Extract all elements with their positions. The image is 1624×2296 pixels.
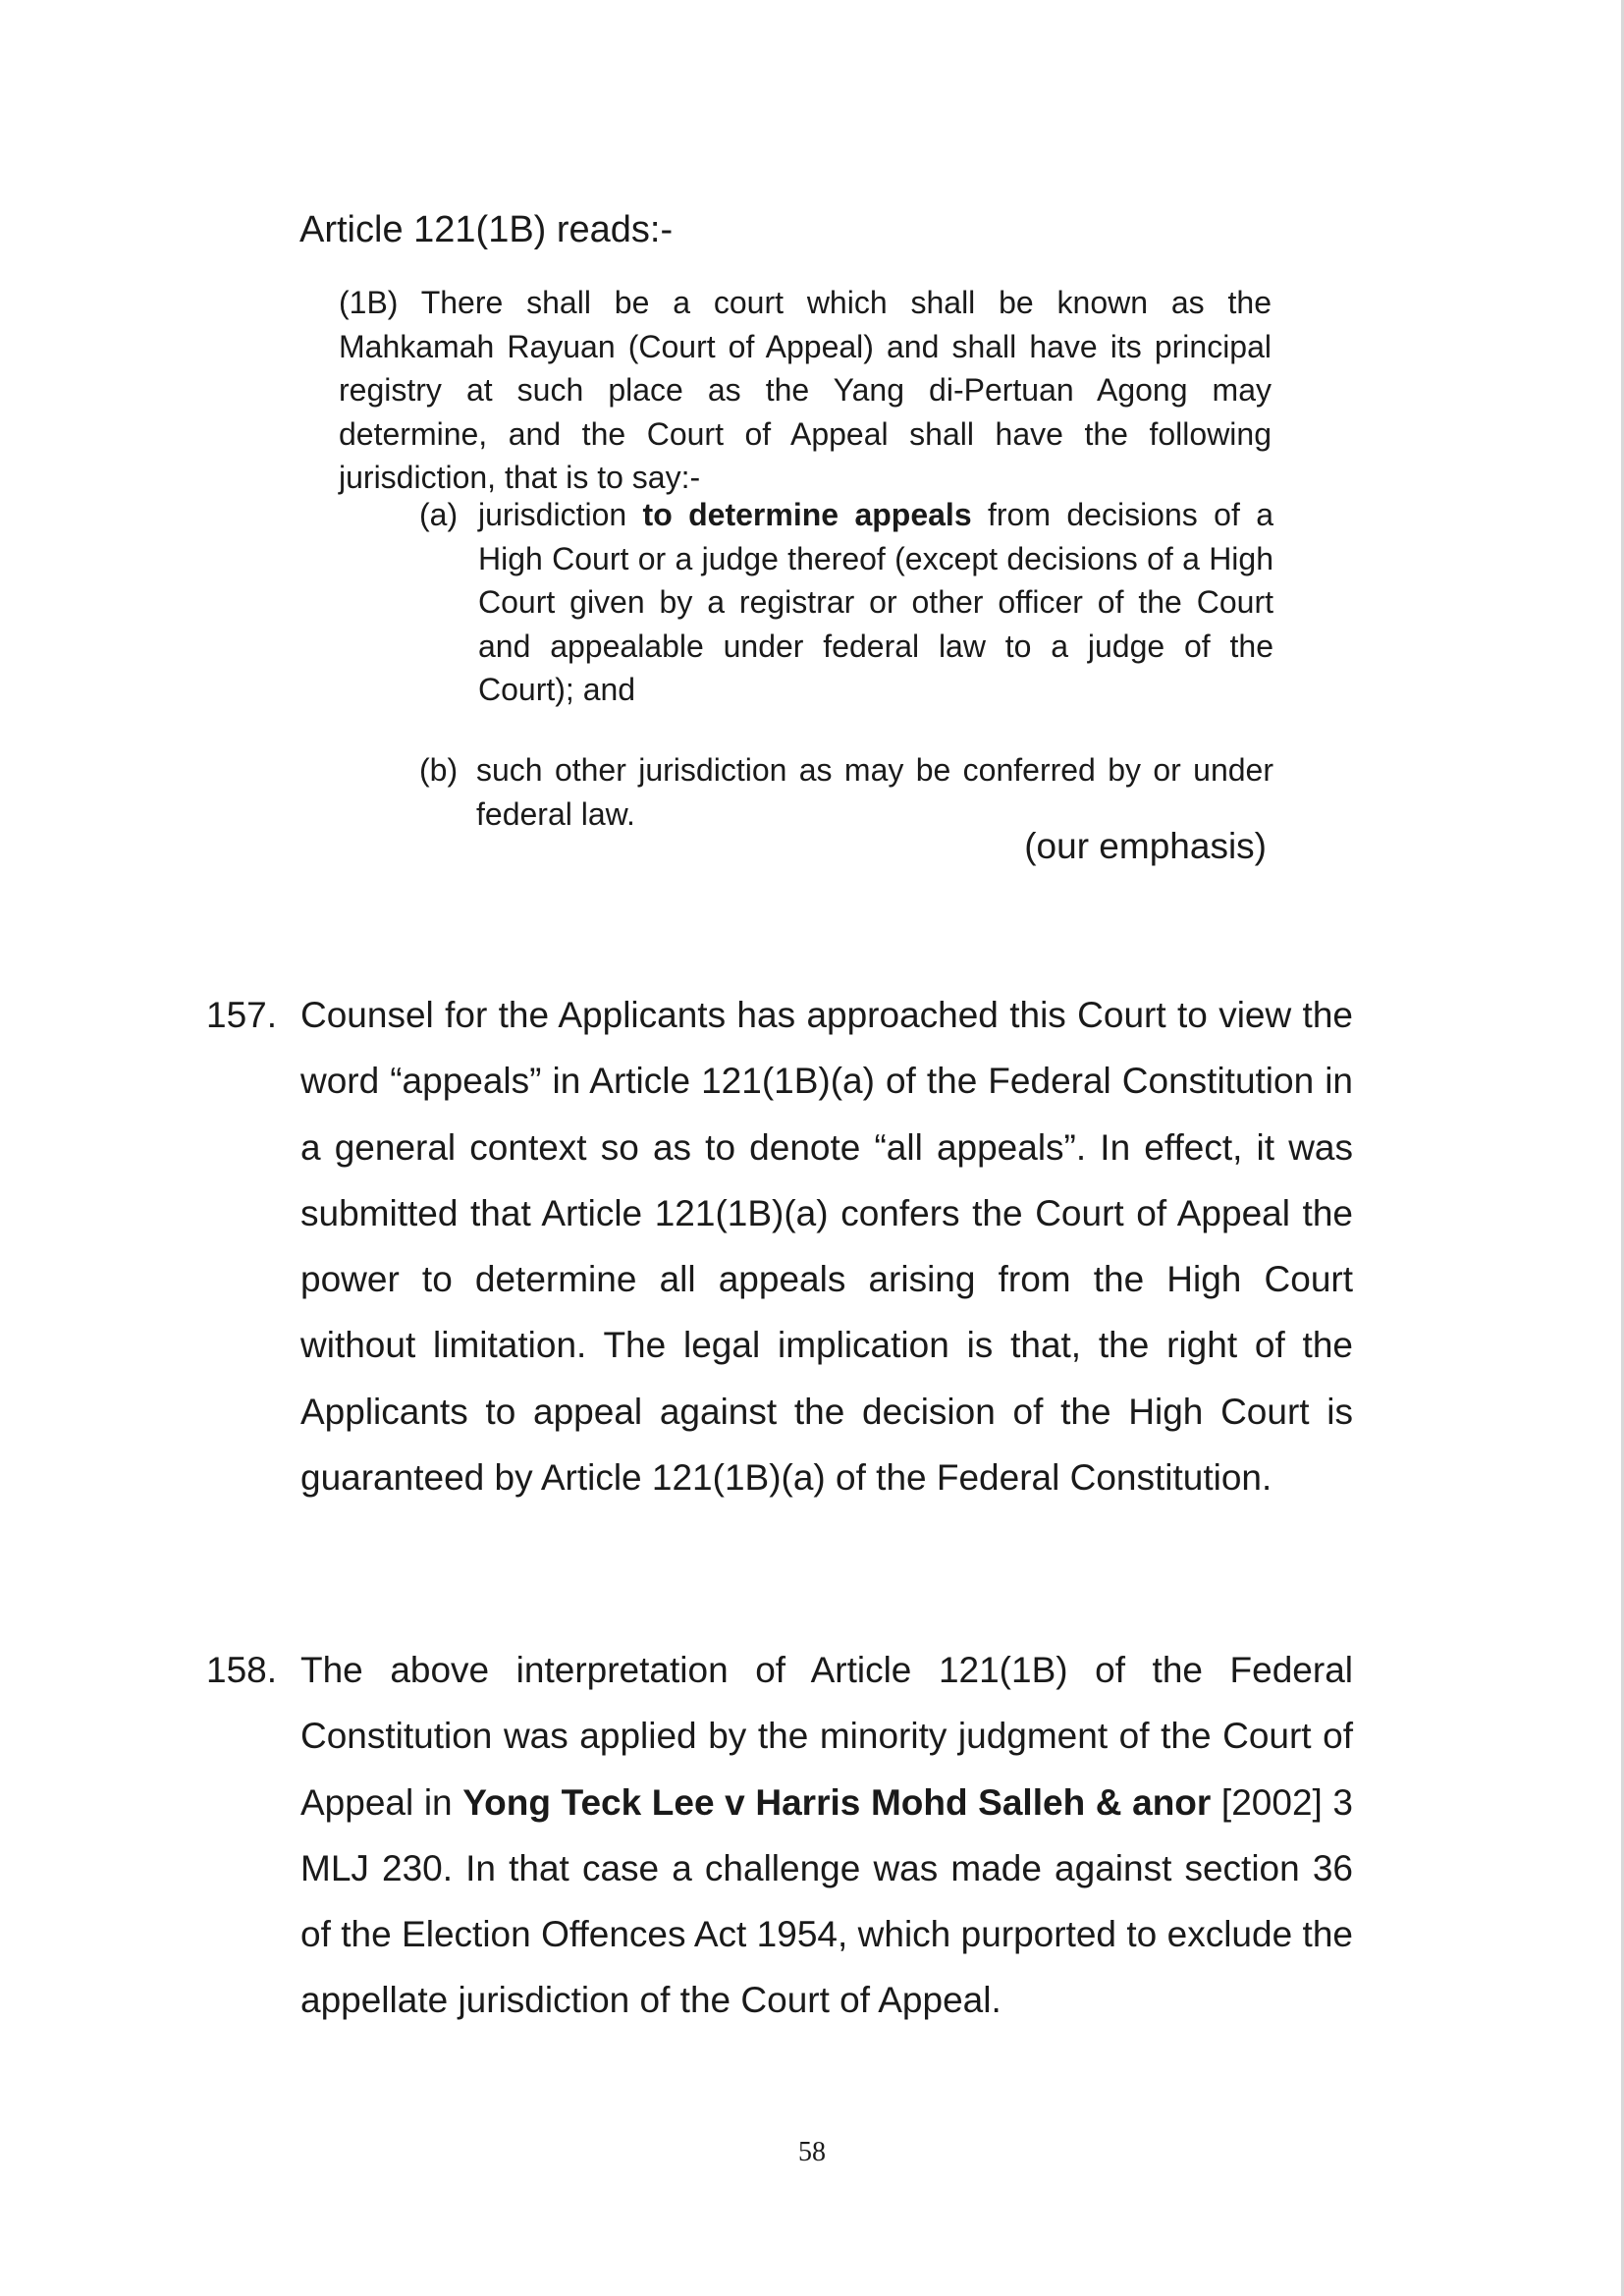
- paragraph-text: [300, 1637, 1353, 2034]
- quoted-article-text: (1B) There shall be a court which shall be known as the Mahkamah Rayuan (Court of Appeal) and shall have its principal registry at such place as the Yang di-Pertuan Agong may determine, and the Court of Appeal shall have the following jurisdiction, that is to say:-: [339, 285, 1272, 495]
- paragraph-number: 158.: [206, 1650, 278, 1690]
- paragraph-158: [206, 1637, 1353, 2050]
- clause-a-text-post: from decisions of a High Court or a judge thereof (except decisions of a High Court given by a registrar or other officer of the Court and appealable under federal law to a judge of the Court); and: [478, 497, 1273, 707]
- clause-a-emphasis: to determine appeals: [642, 497, 972, 532]
- page-number: 58: [798, 2137, 826, 2167]
- paragraph-text: Counsel for the Applicants has approached this Court to view the word “appeals” in Article 121(1B)(a) of the Federal Constitution in a general context so as to denote “all appeals”. In effect, it was submitted that Article 121(1B)(a) confers the Court of Appeal the power to determine all appeals arising from the High Court without limitation. The legal implication is that, the right of the Applicants to appeal against the decision of the High Court is guaranteed by Article 121(1B)(a) of the Federal Constitution.: [300, 995, 1353, 1499]
- case-citation-name: Yong Teck Lee v Harris Mohd Salleh & anor: [462, 1781, 1212, 1823]
- clause-a-text: [478, 493, 1273, 712]
- quoted-article: [339, 281, 1272, 500]
- paragraph-157: [206, 982, 1353, 1581]
- article-intro: Article 121(1B) reads:-: [299, 209, 674, 250]
- emphasis-note: (our emphasis): [1024, 826, 1267, 866]
- clause-a-text-pre: jurisdiction: [478, 497, 643, 532]
- paragraph-text-pre: The above interpretation of Article 121(1B) of the Federal Constitution was applied by the minority judgment of the Court of Appeal in: [300, 1650, 1353, 1823]
- paragraph-text-post: [2002] 3 MLJ 230. In that case a challenge was made against section 36 of the Election Offences Act 1954, which purported to exclude the appellate jurisdiction of the Court of Appeal.: [300, 1781, 1353, 2021]
- clause-b-text: such other jurisdiction as may be conferred by or under federal law.: [476, 752, 1273, 832]
- clause-a-marker: (a): [419, 497, 459, 532]
- clause-b-marker: (b): [419, 752, 459, 788]
- clause-a: [419, 493, 1273, 719]
- paragraph-number: 157.: [206, 995, 278, 1035]
